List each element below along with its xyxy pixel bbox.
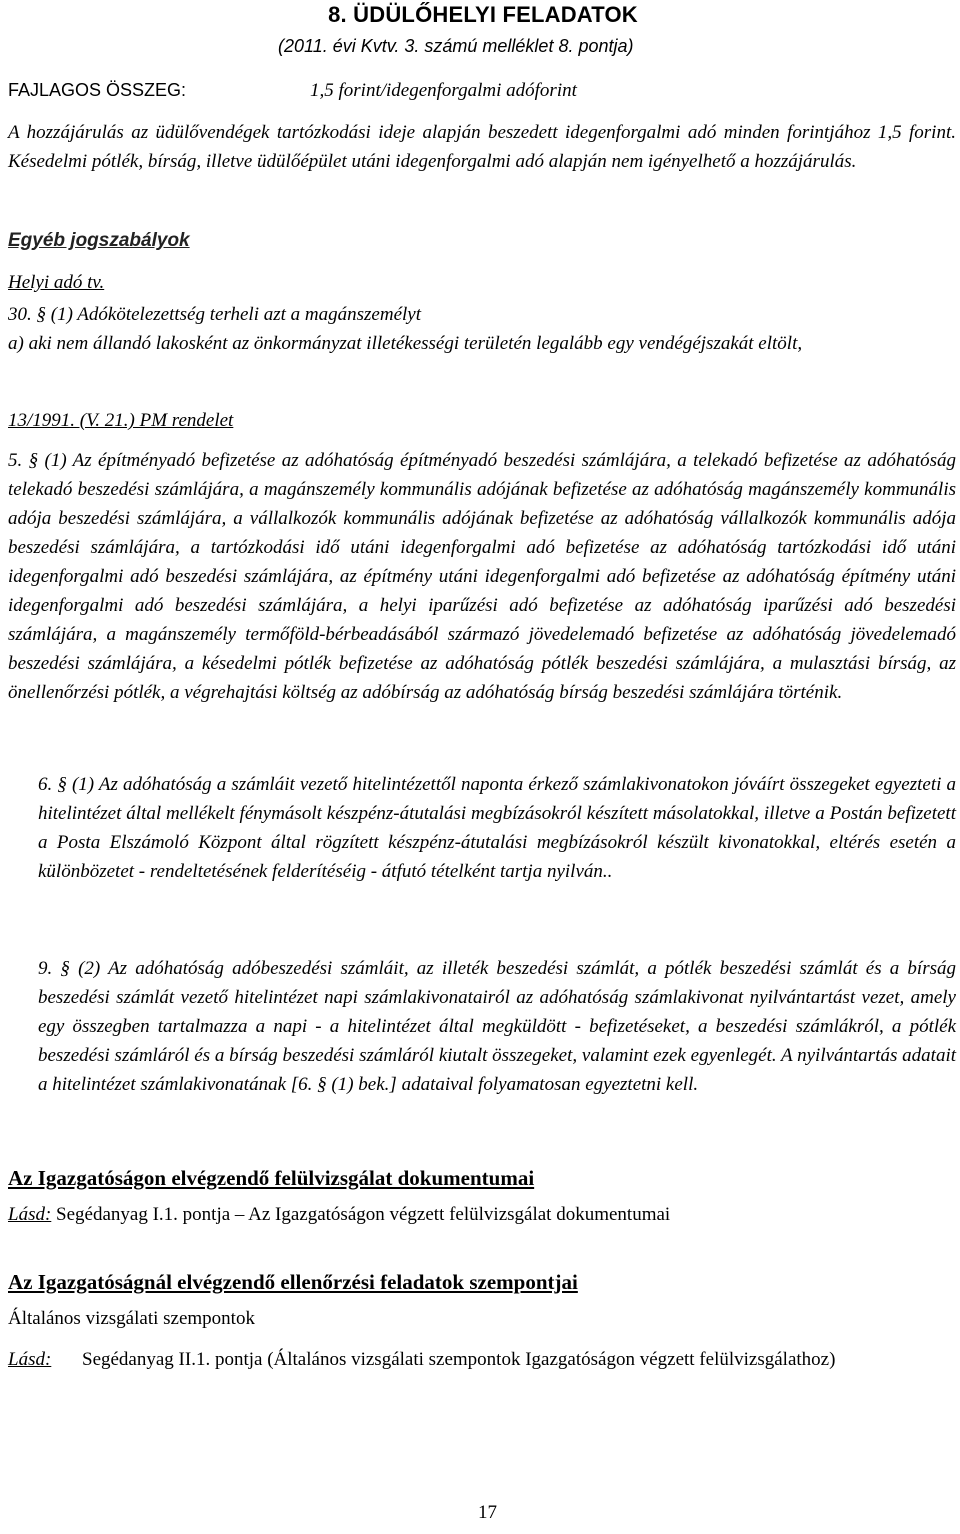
helyi-ado-label: Helyi adó tv. bbox=[8, 272, 105, 293]
section1-lasd bbox=[8, 1204, 956, 1226]
paragraph-6: 6. § (1) Az adóhatóság a számláit vezető hitelintézettől naponta érkező számlakivonatokon jóváírt összegeket egyezteti a hitelintézet által mellékelt fénymásolt készpénz-átutalási megbízásokról készített másolatokkal, illetve a Postán befizetett a Posta Elszámoló Központ által rögzített készpénz-átutalási megbízásokról készült kivonatokkal, eltérés esetén a különbözetet - rendeltetésének felderítéséig - átfutó tételként tartja nyilván.. bbox=[38, 774, 956, 882]
pm-rendelet-title bbox=[8, 410, 233, 432]
helyi-30a-paragraph bbox=[8, 329, 956, 358]
section2-lasd bbox=[8, 1344, 956, 1375]
page-number: 17 bbox=[478, 1502, 497, 1523]
paragraph-9: 9. § (2) Az adóhatóság adóbeszedési számláit, az illeték beszedési számlát, a pótlék beszedési számlát és a bírság beszedési számlát vezető hitelintézet napi számlakivonatairól az adóhatóság számlakivonat nyilvántartást vezet, amely egy összegben tartalmazza a napi - a hitelintézet által megküldött - befizetéseket, a beszedési számlákról, a pótlék beszedési számláról és a bírság beszedési számláról kiutalt összegeket, valamint ezek egyenlegét. A nyilvántartás adatait a hitelintézet számlakivonatának [6. § (1) bek.] adataival folyamatosan egyeztetni kell. bbox=[38, 958, 956, 1095]
pm-rendelet-label: 13/1991. (V. 21.) PM rendelet bbox=[8, 410, 234, 431]
section1-lasd-label: Lásd: bbox=[8, 1204, 52, 1225]
section2-lasd-text: Segédanyag II.1. pontja (Általános vizsgálati szempontok Igazgatóságon végzett felülvizsgálathoz) bbox=[82, 1349, 836, 1370]
section1-lasd-text: Segédanyag I.1. pontja – Az Igazgatóságon végzett felülvizsgálat dokumentumai bbox=[56, 1204, 671, 1225]
page-subtitle: (2011. évi Kvtv. 3. számú melléklet 8. pontja) bbox=[278, 36, 634, 56]
paragraph-5: 5. § (1) Az építményadó befizetése az adóhatóság építményadó beszedési számlájára, a telekadó befizetése az adóhatóság telekadó beszedési számlájára, a magánszemély kommunális adójának befizetése az adóhatóság magánszemély kommunális adója beszedési számlájára, a vállalkozók kommunális adójának befizetése az adóhatóság vállalkozók kommunális adója beszedési számlájára, a tartózkodási idő utáni idegenforgalmi adó befizetése az adóhatóság tartózkodási idő utáni idegenforgalmi adó beszedési számlájára, az építmény utáni idegenforgalmi adó befizetése az adóhatóság építmény utáni idegenforgalmi adó beszedési számlájára, a helyi iparűzési adó befizetése az adóhatóság iparűzési adó beszedési számlájára, a magánszemély termőföld-bérbeadásából származó jövedelemadó befizetése az adóhatóság jövedelemadó beszedési számlájára, a késedelmi pótlék befizetése az adóhatóság pótlék beszedési számlájára, a mulasztási bírság, az önellenőrzési pótlék, a végrehajtási költség az adóbírság az adóhatóság bírság beszedési számlájára történik. bbox=[8, 450, 956, 703]
helyi-ado-title bbox=[8, 272, 104, 294]
page-title: 8. ÜDÜLŐHELYI FELADATOK bbox=[328, 2, 638, 27]
fajlagos-value: 1,5 forint/idegenforgalmi adóforint bbox=[310, 80, 577, 101]
section1-heading: Az Igazgatóságon elvégzendő felülvizsgálat dokumentumai bbox=[8, 1166, 535, 1190]
intro-paragraph: A hozzájárulás az üdülővendégek tartózkodási ideje alapján beszedett idegenforgalmi adó minden forintjához 1,5 forint. Késedelmi pótlék, bírság, illetve üdülőépület utáni idegenforgalmi adó alapján nem igényelhető a hozzájárulás. bbox=[8, 122, 956, 172]
section2-lasd-label: Lásd: bbox=[8, 1349, 52, 1370]
helyi-30-paragraph: 30. § (1) Adókötelezettség terheli azt a magánszemélyt bbox=[8, 304, 421, 325]
fajlagos-label: FAJLAGOS ÖSSZEG: bbox=[8, 80, 187, 100]
section2-sub: Általános vizsgálati szempontok bbox=[8, 1308, 255, 1329]
section2-heading: Az Igazgatóságnál elvégzendő ellenőrzési feladatok szempontjai bbox=[8, 1270, 578, 1294]
egyeb-heading: Egyéb jogszabályok bbox=[8, 230, 190, 251]
helyi-30a-text: a) aki nem állandó lakosként az önkormányzat illetékességi területén legalább egy vendégéjszakát eltölt, bbox=[8, 333, 803, 354]
